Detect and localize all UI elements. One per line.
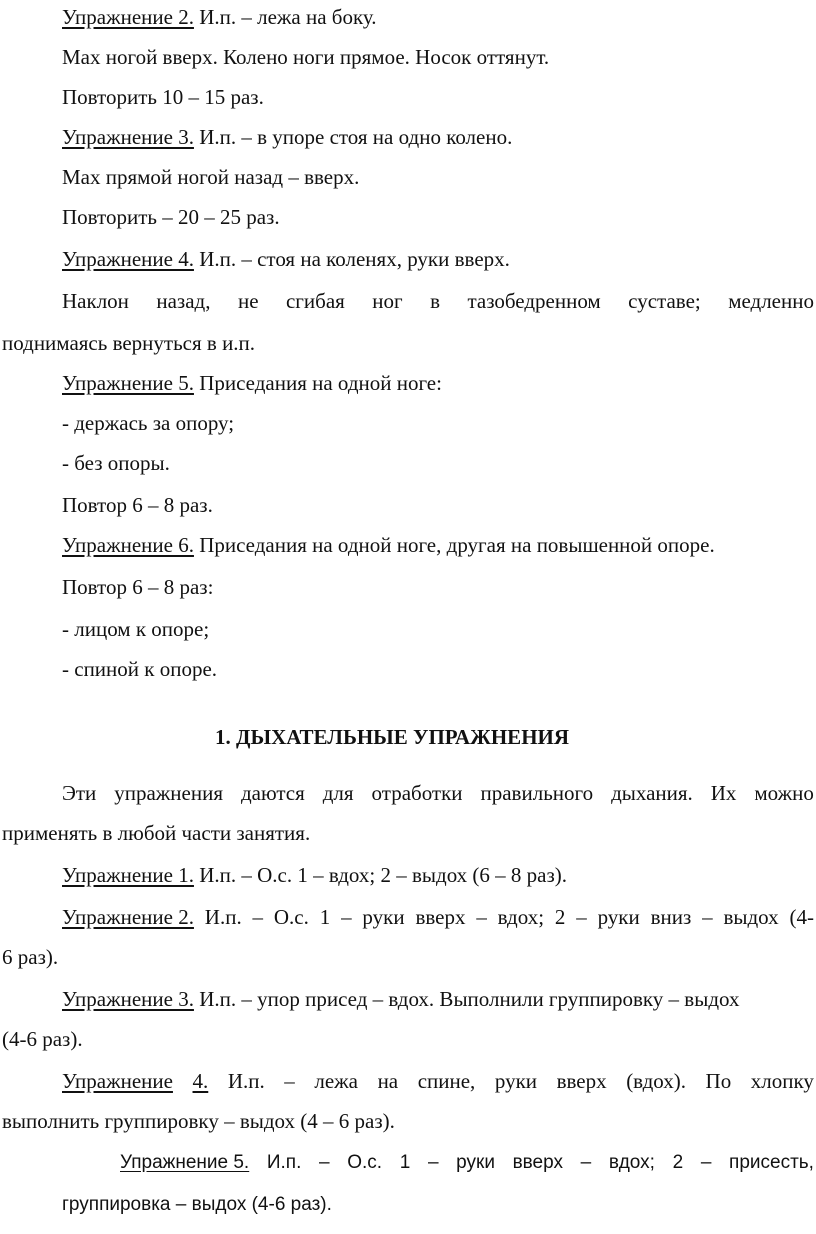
word: лежа — [314, 1069, 358, 1093]
word: вверх — [415, 905, 466, 929]
word: Наклон — [62, 289, 129, 313]
word: – — [341, 905, 352, 929]
word: О.с. — [347, 1152, 383, 1173]
word: – — [700, 1152, 712, 1173]
ex6-line-1 — [0, 530, 816, 560]
ex2-line-1 — [0, 2, 816, 32]
exercise-label: Упражнение 5. — [62, 371, 194, 395]
word: руки — [362, 905, 405, 929]
word: выдох — [723, 905, 779, 929]
word: отработки — [371, 781, 463, 805]
word: тазобедренном — [467, 289, 601, 313]
word: медленно — [728, 289, 814, 313]
word: вниз — [650, 905, 692, 929]
ex4-line-1 — [0, 244, 816, 274]
word: Эти — [62, 781, 97, 805]
word: – — [252, 905, 264, 929]
breathing-ex5-line-2: группировка – выдох (4-6 раз). — [62, 1194, 332, 1215]
word: вдох; — [608, 1152, 655, 1173]
exercise-label: Упражнение — [62, 1069, 173, 1093]
ex4-line-3: поднимаясь вернуться в и.п. — [2, 331, 256, 355]
exercise-label: Упражнение 5. — [120, 1152, 250, 1173]
breathing-ex2-line-1 — [0, 902, 816, 932]
word: И.п. — [204, 905, 242, 929]
word: дыхания. — [611, 781, 693, 805]
word: можно — [754, 781, 814, 805]
word: вверх — [556, 1069, 607, 1093]
exercise-text: И.п. – стоя на коленях, руки вверх. — [193, 247, 510, 271]
exercise-label: Упражнение 2. — [62, 5, 194, 29]
breathing-ex2-line-2: 6 раз). — [2, 945, 59, 969]
word: вверх — [512, 1152, 563, 1173]
word: – — [319, 1152, 330, 1173]
word: И.п. — [266, 1152, 302, 1173]
ex2-line-2: Мах ногой вверх. Колено ноги прямое. Носок оттянут. — [62, 45, 550, 69]
ex5-line-2: - держась за опору; — [62, 411, 235, 435]
word: По — [705, 1069, 732, 1093]
word: для — [322, 781, 354, 805]
intro-line-1 — [0, 778, 816, 808]
word: О.с. — [273, 905, 309, 929]
breathing-ex5-line-1 — [0, 1148, 816, 1178]
word: на — [377, 1069, 399, 1093]
word: вдох; — [497, 905, 545, 929]
exercise-text: Приседания на одной ноге, другая на повышенной опоре. — [193, 533, 715, 557]
exercise-label: Упражнение 1. — [62, 863, 194, 887]
word: – — [284, 1069, 295, 1093]
word: ног — [372, 289, 403, 313]
word: руки — [494, 1069, 538, 1093]
exercise-label: Упражнение 3. — [62, 987, 194, 1011]
ex3-line-2: Мах прямой ногой назад – вверх. — [62, 165, 360, 189]
word: руки — [597, 905, 640, 929]
breathing-ex4-line-1 — [0, 1066, 816, 1096]
word: руки — [456, 1152, 495, 1173]
word: назад, — [156, 289, 211, 313]
exercise-text: И.п. – в упоре стоя на одно колено. — [193, 125, 513, 149]
word: И.п. — [227, 1069, 265, 1093]
word: сгибая — [285, 289, 345, 313]
exercise-text: И.п. – О.с. 1 – вдох; 2 – выдох (6 – 8 раз). — [193, 863, 568, 887]
ex2-line-3: Повторить 10 – 15 раз. — [62, 85, 264, 109]
word: 4. — [192, 1069, 209, 1093]
word: – — [427, 1152, 439, 1173]
word: 2 — [672, 1152, 684, 1173]
ex5-line-4: Повтор 6 – 8 раз. — [62, 493, 213, 517]
word: Их — [710, 781, 737, 805]
word: 2 — [554, 905, 566, 929]
exercise-label: Упражнение 6. — [62, 533, 194, 557]
ex6-line-4: - спиной к опоре. — [62, 657, 218, 681]
exercise-label: Упражнение 4. — [62, 247, 194, 271]
exercise-text: Приседания на одной ноге: — [193, 371, 442, 395]
word: не — [237, 289, 259, 313]
word: (вдох). — [626, 1069, 686, 1093]
ex6-line-2: Повтор 6 – 8 раз: — [62, 575, 214, 599]
word: присесть, — [729, 1152, 814, 1173]
exercise-label: Упражнение 2. — [62, 905, 194, 929]
word: правильного — [480, 781, 594, 805]
section-heading: 1. ДЫХАТЕЛЬНЫЕ УПРАЖНЕНИЯ — [215, 725, 570, 749]
breathing-ex1-line — [0, 860, 816, 890]
exercise-text: И.п. – упор присед – вдох. Выполнили группировку – выдох — [193, 987, 740, 1011]
ex3-line-3: Повторить – 20 – 25 раз. — [62, 205, 280, 229]
breathing-ex4-line-2: выполнить группировку – выдох (4 – 6 раз). — [2, 1109, 395, 1133]
word: даются — [240, 781, 305, 805]
word: хлопку — [750, 1069, 814, 1093]
word: в — [430, 289, 440, 313]
word: упражнения — [114, 781, 223, 805]
ex6-line-3: - лицом к опоре; — [62, 617, 210, 641]
word: – — [476, 905, 487, 929]
exercise-text: И.п. – лежа на боку. — [193, 5, 377, 29]
exercise-label: Упражнение 3. — [62, 125, 194, 149]
ex5-line-1 — [0, 368, 816, 398]
word: суставе; — [628, 289, 701, 313]
breathing-ex3-line-1 — [0, 984, 816, 1014]
word: (4- — [789, 905, 814, 929]
word: – — [580, 1152, 592, 1173]
ex5-line-3: - без опоры. — [62, 451, 170, 475]
ex3-line-1 — [0, 122, 816, 152]
word: 1 — [399, 1152, 411, 1173]
word: – — [702, 905, 713, 929]
word: 1 — [319, 905, 331, 929]
word: – — [576, 905, 587, 929]
intro-line-2: применять в любой части занятия. — [2, 821, 311, 845]
breathing-ex3-line-2: (4-6 раз). — [2, 1027, 83, 1051]
word: спине, — [417, 1069, 476, 1093]
ex4-line-2 — [0, 286, 816, 316]
